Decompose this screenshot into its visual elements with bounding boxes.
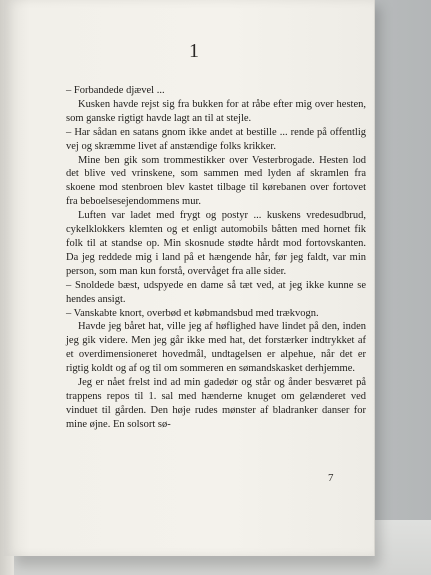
- chapter-number: 1: [189, 40, 199, 62]
- paragraph: Mine ben gik som trommestikker over Vesterbrogade. Hesten lod det blive ved vrinskene, som sammen med lyden af skramlen fra skoene mod stenbroen blev kastet tilbage til kørebanen over fortovet fra beboelsesejendommens mur.: [66, 154, 366, 208]
- paragraph: Luften var ladet med frygt og postyr ... kuskens vredesudbrud, cykelklokkers klemten og et enligt automobils båtten med hornet fik folk til at standse op. Min skosnude stødte hårdt mod fortovskanten. Da jeg reddede mig i land på et hængende hår, før jeg faldt, var min person, som man kun forstå, overvåget fra alle sider.: [66, 210, 366, 277]
- paragraph: Jeg er nået frelst ind ad min gadedør og står og ånder besværet på trappens repos til 1. sal med hænderne knuget om gelænderet ved vinduet til gården. Den høje rudes mønster af bladranker danser for mine øjne. En solsort sø-: [66, 377, 366, 430]
- paragraph: – Vanskabte knort, overbød et købmandsbud med trækvogn.: [66, 307, 319, 319]
- paragraph: Kusken havde rejst sig fra bukken for at råbe efter mig over hesten, som ganske rigtigt havde lagt an til at stejle.: [66, 98, 366, 124]
- book-page: [4, 0, 375, 556]
- paragraph: – Har sådan en satans gnom ikke andet at bestille ... rende på offentlig vej og skræmme livet af anstændige folks krikker.: [66, 126, 366, 152]
- body-text: [66, 84, 366, 432]
- paragraph: Havde jeg båret hat, ville jeg af høflighed have lindet på den, inden jeg gik videre. Men jeg går ikke med hat, det forstærker indtrykket af et overdimensioneret hovedmål, undtagelsen er alpehue, når det er rigtig koldt og af og til om sommeren en sømandskasket derhjemme.: [66, 321, 366, 375]
- page-number: 7: [328, 472, 334, 484]
- paragraph: – Snoldede bæst, udspyede en dame så tæt ved, at jeg ikke kunne se hendes ansigt.: [66, 279, 366, 305]
- paragraph: – Forbandede djævel ...: [66, 85, 165, 96]
